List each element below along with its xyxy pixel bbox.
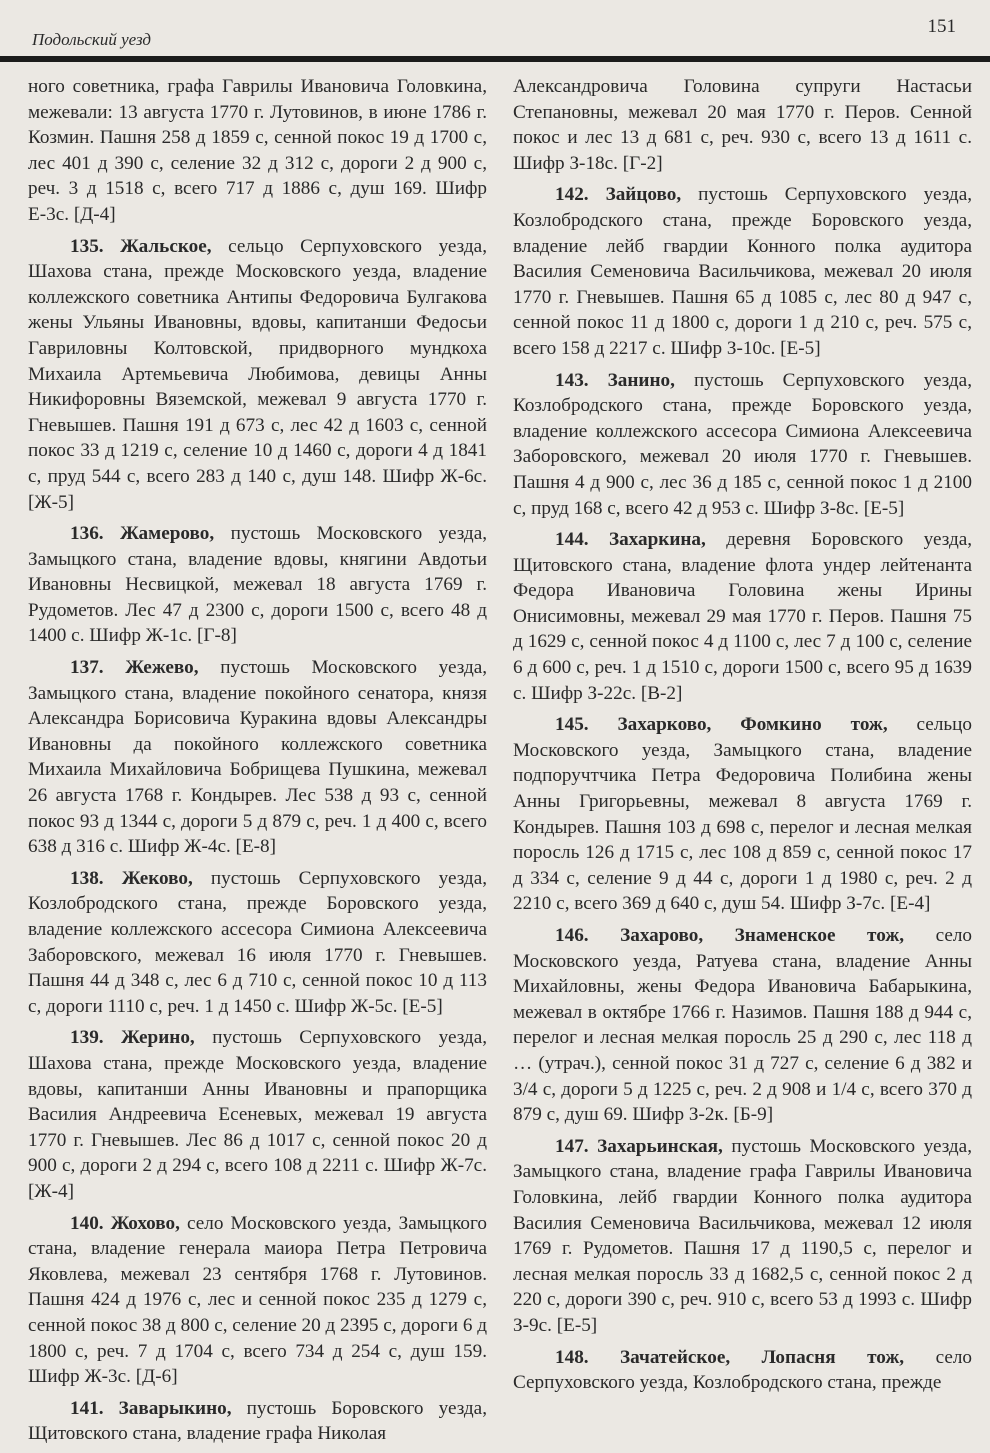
header-title: Подольский уезд: [32, 30, 151, 49]
entry-number: 147.: [555, 1135, 589, 1157]
gazetteer-entry: [28, 866, 487, 1020]
entry-place-name: Заварыкино,: [118, 1397, 232, 1419]
entry-text: село Московского уезда, Замыцкого стана, владение генерала маиора Петра Петровича Яковлева, межевал 23 сентября 1768 г. Лутовинов. Пашня 424 д 1976 с, лес и сенной покос 235 д 1279 с, сенной покос 38 д 800 с, селение 20 д 2395 с, дороги 6 д 1800 с, реч. 7 д 1704 с, всего 734 д 254 с, душ 159. Шифр Ж-3с. [Д-6]: [28, 1212, 487, 1388]
entry-place-name: Зачатейское, Лопасня тож,: [620, 1346, 905, 1368]
gazetteer-entry: [513, 182, 972, 361]
gazetteer-entry: [28, 234, 487, 516]
gazetteer-entry: [28, 1025, 487, 1204]
gazetteer-entry: [513, 1134, 972, 1339]
entry-number: 139.: [70, 1027, 104, 1049]
entry-place-name: Жежево,: [125, 657, 199, 679]
gazetteer-entry: [28, 521, 487, 649]
entry-place-name: Захаркина,: [608, 529, 706, 551]
entry-place-name: Жеково,: [121, 867, 193, 889]
entry-text: пустошь Боровского уезда, Щитовского стана, владение графа Николая: [28, 1397, 487, 1445]
entry-number: 146.: [555, 925, 589, 946]
gazetteer-entry: [513, 368, 972, 522]
entry-number: 148.: [555, 1346, 589, 1368]
entry-place-name: Жальское,: [120, 235, 212, 257]
entry-text: пустошь Серпуховского уезда, Шахова стана, прежде Московского уезда, владение вдовы, капитанши Анны Ивановны и прапорщика Василия Андреевича Есеневых, межевал 19 августа 1770 г. Гневышев. Лес 86 д 1017 с, сенной покос 20 д 900 с, дороги 2 д 294 с, всего 108 д 2211 с. Шифр Ж-7с. [Ж-4]: [28, 1027, 488, 1202]
right-column: [513, 74, 972, 1453]
entry-text: пустошь Серпуховского уезда, Козлобродского стана, прежде Боровского уезда, владение коллежского ассесора Симиона Алексеевича Заборовского, межевал 20 июля 1770 г. Гневышев. Пашня 4 д 900 с, лес 36 д 185 с, сенной покос 1 д 2100 с, пруд 168 с, всего 42 д 953 с. Шифр З-8с. [Е-5]: [513, 369, 972, 519]
entry-text: Александровича Головина супруги Настасьи Степановны, межевал 20 мая 1770 г. Перов. Сенной покос и лес 13 д 681 с, реч. 930 с, всего 13 д 1611 с. Шифр З-18с. [Г-2]: [513, 76, 972, 174]
left-column: [28, 74, 487, 1453]
entry-number: 142.: [555, 184, 589, 206]
running-header: [28, 0, 970, 52]
gazetteer-entry: [28, 1211, 487, 1390]
entry-place-name: Захарково, Фомкино тож,: [617, 714, 888, 736]
header-rule: [0, 56, 990, 62]
entry-number: 145.: [555, 714, 589, 736]
entry-place-name: Жохово,: [110, 1212, 180, 1234]
entry-number: 144.: [555, 529, 589, 551]
entry-number: 141.: [70, 1397, 104, 1419]
entry-text: пустошь Московского уезда, Замыцкого стана, владение графа Гаврилы Ивановича Головкина, лейб гвардии Конного полка аудитора Василия Семеновича Васильчикова, межевал 12 июля 1769 г. Рудометов. Пашня 17 д 1190,5 с, перелог и лесная мелкая поросль 33 д 1682,5 с, сенной покос 2 д 220 с, дороги 390 с, реч. 910 с, всего 53 д 1993 с. Шифр З-9с. [Е-5]: [513, 1135, 972, 1336]
gazetteer-entry: [28, 655, 487, 860]
entry-place-name: Жамерово,: [120, 523, 215, 545]
entry-place-name: Зайцово,: [605, 184, 682, 206]
entry-place-name: Жерино,: [121, 1027, 195, 1049]
entry-text: пустошь Московского уезда, Замыцкого стана, владение вдовы, княгини Авдотьи Ивановны Несвицкой, межевал 18 августа 1769 г. Рудометов. Лес 47 д 2300 с, дороги 1500 с, всего 48 д 1400 с. Шифр Ж-1с. [Г-8]: [28, 523, 488, 647]
entry-number: 136.: [70, 523, 104, 545]
entry-number: 137.: [70, 657, 104, 679]
entry-text: сельцо Московского уезда, Замыцкого стана, владение подпоручтчика Петра Федоровича Полибина жены Анны Григорьевны, межевал 8 августа 1769 г. Кондырев. Пашня 103 д 698 с, перелог и лесная мелкая поросль 126 д 1715 с, лес 108 д 859 с, сенной покос 17 д 334 с, селение 9 д 44 с, дороги 1 д 1980 с, реч. 2 д 2210 с, всего 369 д 640 с, душ 54. Шифр З-7с. [Е-4]: [513, 714, 973, 915]
entry-number: 138.: [70, 867, 104, 889]
entry-number: 143.: [555, 369, 589, 391]
entry-text: ного советника, графа Гаврилы Ивановича Головкина, межевали: 13 августа 1770 г. Лутовинов, в июне 1786 г. Козмин. Пашня 258 д 1859 с, сенной покос 19 д 1700 с, лес 401 д 390 с, селение 32 д 312 с, дороги 2 д 900 с, реч. 3 д 1518 с, всего 717 д 1886 с, душ 169. Шифр Е-3с. [Д-4]: [28, 76, 487, 225]
gazetteer-entry: [513, 527, 972, 706]
gazetteer-entry: [513, 712, 972, 917]
gazetteer-entry: [28, 1396, 487, 1447]
entry-number: 140.: [70, 1212, 104, 1234]
page-number: 151: [927, 16, 956, 37]
entry-place-name: Занино,: [607, 369, 675, 391]
entry-text: пустошь Серпуховского уезда, Козлобродского стана, прежде Боровского уезда, владение коллежского ассесора Симиона Алексеевича Заборовского, межевал 16 июля 1770 г. Гневышев. Пашня 44 д 348 с, лес 6 д 710 с, сенной покос 10 д 113 с, дороги 1110 с, реч. 1 д 1450 с. Шифр Ж-5с. [Е-5]: [28, 867, 488, 1017]
gazetteer-entry: [513, 923, 972, 1128]
gazetteer-entry: [513, 74, 972, 176]
entry-text: пустошь Московского уезда, Замыцкого стана, владение покойного сенатора, князя Александра Борисовича Куракина вдовы Александры Ивановны да покойного коллежского советника Михаила Михайловича Бобрищева Пушкина, межевал 26 августа 1768 г. Кондырев. Лес 538 д 93 с, сенной покос 93 д 1344 с, дороги 5 д 879 с, реч. 1 д 400 с, всего 638 д 316 с. Шифр Ж-4с. [Е-8]: [28, 657, 488, 858]
entry-number: 135.: [70, 235, 104, 257]
entry-text: пустошь Серпуховского уезда, Козлобродского стана, прежде Боровского уезда, владение лейб гвардии Конного полка аудитора Василия Семеновича Васильчикова, межевал 20 июля 1770 г. Гневышев. Пашня 65 д 1085 с, лес 80 д 947 с, сенной покос 11 д 1800 с, дороги 1 д 210 с, реч. 575 с, всего 158 д 2217 с. Шифр З-10с. [Е-5]: [513, 184, 973, 359]
entry-text: село Серпуховского уезда, Козлобродского стана, прежде: [513, 1346, 972, 1394]
entry-place-name: Захарово, Знаменское тож,: [620, 925, 905, 946]
entry-text: деревня Боровского уезда, Щитовского стана, владение флота ундер лейтенанта Федора Ивановича Головина жены Ирины Онисимовны, межевал 29 мая 1770 г. Перов. Пашня 75 д 1629 с, сенной покос 4 д 1100 с, лес 7 д 100 с, селение 6 д 600 с, реч. 1 д 1510 с, дороги 1500 с, всего 95 д 1639 с. Шифр З-22с. [В-2]: [513, 529, 973, 704]
gazetteer-entry: [28, 74, 487, 228]
entry-text: село Московского уезда, Ратуева стана, владение Анны Михайловны, жены Федора Ивановича Бабарыкина, межевал в октябре 1766 г. Назимов. Пашня 188 д 944 с, перелог и лесная мелкая поросль 25 д 290 с, лес 118 д … (утрач.), сенной покос 31 д 727 с, селение 6 д 382 и 3/4 с, дороги 5 д 1225 с, реч. 2 д 908 и 1/4 с, всего 370 д 879 с, душ 69. Шифр З-2к. [Б-9]: [513, 925, 972, 1126]
gazetteer-entry: [513, 1345, 972, 1396]
entry-text: сельцо Серпуховского уезда, Шахова стана, прежде Московского уезда, владение коллежского советника Антипы Федоровича Булгакова жены Ульяны Ивановны, вдовы, капитанши Федосьи Гавриловны Колтовской, придворного мундкоха Михаила Артемьевича Любимова, девицы Анны Никифоровны Вяземской, межевал 9 августа 1770 г. Гневышев. Пашня 191 д 673 с, лес 42 д 1603 с, сенной покос 33 д 1219 с, селение 10 д 1460 с, дороги 4 д 1841 с, пруд 544 с, всего 283 д 140 с, душ 148. Шифр Ж-6с. [Ж-5]: [28, 235, 487, 513]
entry-place-name: Захарьинская,: [597, 1135, 723, 1157]
text-columns: [28, 74, 972, 1453]
